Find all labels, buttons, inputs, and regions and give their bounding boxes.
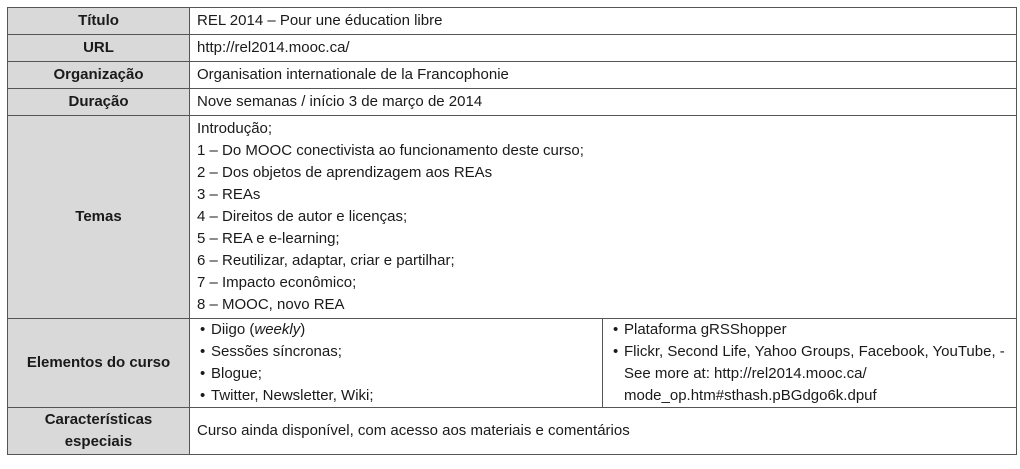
- tema-item: 1 – Do MOOC conectivista ao funcionamento deste curso;: [197, 142, 584, 159]
- label-duracao: Duração: [8, 89, 190, 116]
- tema-item: 2 – Dos objetos de aprendizagem aos REAs: [197, 164, 493, 181]
- diigo-label: Diigo (: [211, 321, 255, 338]
- label-caracteristicas-line2: especiais: [64, 433, 133, 450]
- label-caracteristicas-line1: Características: [44, 411, 153, 428]
- elemento-item: • Twitter, Newsletter, Wiki;: [197, 385, 595, 407]
- label-url: URL: [8, 35, 190, 62]
- label-elementos: Elementos do curso: [8, 319, 190, 408]
- tema-item: 6 – Reutilizar, adaptar, criar e partilhar;: [197, 252, 455, 269]
- tema-item: 3 – REAs: [197, 186, 261, 203]
- value-organizacao: Organisation internationale de la Francophonie: [190, 62, 1017, 89]
- label-temas: Temas: [8, 116, 190, 319]
- value-elementos-left: [190, 319, 603, 408]
- row-organizacao: [8, 62, 1017, 89]
- label-organizacao: Organização: [8, 62, 190, 89]
- row-temas: [8, 116, 1017, 319]
- tema-item: 7 – Impacto econômico;: [197, 274, 357, 291]
- diigo-close: ): [300, 321, 306, 338]
- label-titulo: Título: [8, 8, 190, 35]
- row-elementos: [8, 319, 1017, 408]
- row-caracteristicas: [8, 408, 1017, 455]
- value-temas: [190, 116, 1017, 319]
- row-url: [8, 35, 1017, 62]
- value-url: http://rel2014.mooc.ca/: [190, 35, 1017, 62]
- elemento-item: • Flickr, Second Life, Yahoo Groups, Facebook, YouTube, - See more at: http://rel2014.mooc.ca/ mode_op.htm#sthash.pBGdgo6k.dpuf: [610, 341, 1009, 407]
- tema-item: 4 – Direitos de autor e licenças;: [197, 208, 408, 225]
- elemento-item: [197, 319, 595, 341]
- tema-item: 5 – REA e e-learning;: [197, 230, 340, 247]
- elementos-list-left: [197, 319, 595, 407]
- elemento-item: • Sessões síncronas;: [197, 341, 595, 363]
- value-caracteristicas: Curso ainda disponível, com acesso aos materiais e comentários: [190, 408, 1017, 455]
- course-info-table: [7, 7, 1017, 455]
- tema-item: Introdução;: [197, 120, 273, 137]
- tema-item: 8 – MOOC, novo REA: [197, 296, 345, 313]
- value-duracao: Nove semanas / início 3 de março de 2014: [190, 89, 1017, 116]
- row-titulo: [8, 8, 1017, 35]
- diigo-weekly: weekly: [254, 321, 301, 338]
- value-titulo: REL 2014 – Pour une éducation libre: [190, 8, 1017, 35]
- elemento-item: • Blogue;: [197, 363, 595, 385]
- value-elementos-right: [603, 319, 1017, 408]
- elemento-item: • Plataforma gRSShopper: [610, 319, 1009, 341]
- row-duracao: [8, 89, 1017, 116]
- label-caracteristicas: [8, 408, 190, 455]
- elementos-list-right: [610, 319, 1009, 407]
